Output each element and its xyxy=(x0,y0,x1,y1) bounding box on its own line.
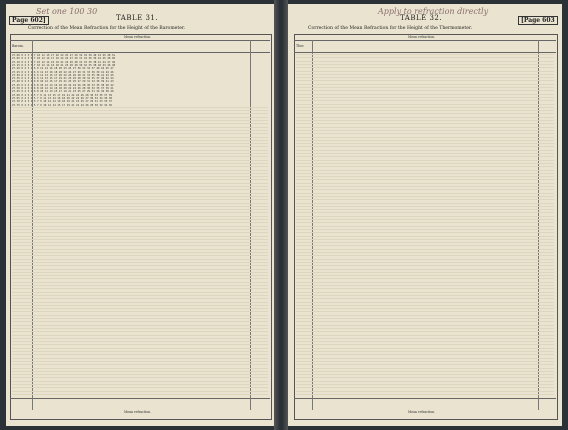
table-row-illegible xyxy=(296,104,554,105)
table-row-illegible xyxy=(12,199,268,200)
table-row-illegible xyxy=(296,298,554,299)
table-row-illegible xyxy=(12,364,268,365)
table-row-illegible xyxy=(296,156,554,157)
table-row-illegible xyxy=(12,302,268,303)
table-row-illegible xyxy=(296,239,554,240)
table-caption: Correction of the Mean Refraction for the Height of the Barometer. xyxy=(28,26,186,31)
table-row: 27.30 0 2 3 4 6 9 11 13 15 17 20 22 24 26 28 31 33 35 38 41 43 45 xyxy=(12,73,114,77)
table-row-illegible xyxy=(12,255,268,256)
table-row-illegible xyxy=(296,354,554,355)
table-row: 27.70 0 2 3 4 5 7 9 10 12 14 16 18 19 21 23 25 27 29 31 33 35 37 xyxy=(12,100,112,104)
table-row-illegible xyxy=(12,229,268,230)
table-row-illegible xyxy=(12,249,268,250)
table-row-illegible xyxy=(12,176,268,177)
table-row-illegible xyxy=(296,341,554,342)
table-row-illegible xyxy=(296,137,554,138)
table-row-illegible xyxy=(296,374,554,375)
table-row-illegible xyxy=(296,133,554,134)
table-row: 27.20 0 2 3 4 6 9 11 14 16 18 20 23 25 27 30 32 34 37 40 42 45 47 xyxy=(12,67,114,71)
header-group: Mean refraction. xyxy=(124,35,152,39)
table-row-illegible xyxy=(12,318,268,319)
table-row-illegible xyxy=(12,288,268,289)
table-row-illegible xyxy=(12,351,268,352)
table-row-illegible xyxy=(12,259,268,260)
table-row-illegible xyxy=(296,331,554,332)
table-row-illegible xyxy=(12,173,268,174)
table-row-illegible xyxy=(12,377,268,378)
table-row-illegible xyxy=(296,311,554,312)
header-group-right: Mean refraction. xyxy=(408,35,436,39)
table-row-illegible xyxy=(296,90,554,91)
table-row-illegible xyxy=(12,338,268,339)
table-row-illegible xyxy=(12,321,268,322)
table-row: 27.10 0 2 3 5 7 10 12 14 16 19 21 24 26 28 31 33 35 38 41 44 47 49 xyxy=(12,60,116,64)
table-row-illegible xyxy=(12,150,268,151)
table-row-illegible xyxy=(296,173,554,174)
table-row-illegible xyxy=(12,311,268,312)
table-row-illegible xyxy=(12,344,268,345)
table-row-illegible xyxy=(296,77,554,78)
table-row: 27.05 0 2 3 5 7 10 12 14 17 19 22 24 27 29 31 34 36 39 42 45 48 50 xyxy=(12,57,116,61)
table-row-illegible xyxy=(12,123,268,124)
table-row-illegible xyxy=(296,94,554,95)
table-row-illegible xyxy=(296,216,554,217)
table-caption-right: Correction of the Mean Refraction for the Height of the Thermometer. xyxy=(308,26,473,31)
right-page xyxy=(288,4,562,426)
table-row-illegible xyxy=(296,74,554,75)
table-row-illegible xyxy=(12,146,268,147)
table-row: 27.50 0 2 3 4 6 8 10 12 14 16 18 20 22 24 26 28 30 32 35 37 39 41 xyxy=(12,87,114,90)
table-row-illegible xyxy=(12,348,268,349)
table-row-illegible xyxy=(12,308,268,309)
table-row-illegible xyxy=(296,242,554,243)
table-row-illegible xyxy=(296,130,554,131)
table-row-illegible xyxy=(296,183,554,184)
table-row-illegible xyxy=(296,308,554,309)
table-row-illegible xyxy=(12,391,268,392)
table-row-illegible xyxy=(296,120,554,121)
table-row-illegible xyxy=(12,156,268,157)
table-row-illegible xyxy=(296,384,554,385)
table-row-illegible xyxy=(296,236,554,237)
table-row-illegible xyxy=(296,222,554,223)
table-row-illegible xyxy=(296,351,554,352)
table-row-illegible xyxy=(12,262,268,263)
left-page xyxy=(6,4,274,426)
table-row-illegible xyxy=(12,305,268,306)
table-row-illegible xyxy=(296,288,554,289)
table-row-illegible xyxy=(12,358,268,359)
table-number: TABLE 31. xyxy=(116,14,159,22)
table-row-illegible xyxy=(296,226,554,227)
table-row-illegible xyxy=(12,341,268,342)
table-row-illegible xyxy=(296,328,554,329)
table-row-illegible xyxy=(296,391,554,392)
table-row-illegible xyxy=(12,222,268,223)
table-row-illegible xyxy=(296,302,554,303)
table-row-illegible xyxy=(12,133,268,134)
table-row-illegible xyxy=(12,226,268,227)
table-row-illegible xyxy=(296,249,554,250)
table-row-illegible xyxy=(296,361,554,362)
table-row-illegible xyxy=(296,107,554,108)
table-row-illegible xyxy=(12,117,268,118)
table-row-illegible xyxy=(12,269,268,270)
table-row-illegible xyxy=(296,252,554,253)
table-row-illegible xyxy=(296,315,554,316)
table-row-illegible xyxy=(296,209,554,210)
table-row-illegible xyxy=(296,150,554,151)
table-row-illegible xyxy=(12,325,268,326)
table-row-illegible xyxy=(296,196,554,197)
table-row-illegible xyxy=(12,219,268,220)
table-row-illegible xyxy=(12,371,268,372)
table-row-illegible xyxy=(12,153,268,154)
table-row-illegible xyxy=(296,64,554,65)
table-row-illegible xyxy=(12,113,268,114)
table-row-illegible xyxy=(12,179,268,180)
table-row-illegible xyxy=(296,321,554,322)
table-row-illegible xyxy=(296,278,554,279)
table-row-illegible xyxy=(296,206,554,207)
table-row-illegible xyxy=(296,57,554,58)
table-row-illegible xyxy=(296,166,554,167)
table-row-illegible xyxy=(12,387,268,388)
table-row-illegible xyxy=(12,292,268,293)
table-row-illegible xyxy=(12,163,268,164)
handwritten-note-right: Apply to refraction directly xyxy=(378,7,489,16)
table-row-illegible xyxy=(12,328,268,329)
table-row-illegible xyxy=(296,262,554,263)
table-row-illegible xyxy=(12,272,268,273)
table-row-illegible xyxy=(296,84,554,85)
table-row-illegible xyxy=(296,338,554,339)
page-number-right: [Page 603 xyxy=(518,16,558,25)
table-row-illegible xyxy=(12,236,268,237)
table-row-illegible xyxy=(296,219,554,220)
table-row-illegible xyxy=(12,242,268,243)
table-row-illegible xyxy=(296,179,554,180)
table-row-illegible xyxy=(12,212,268,213)
table-row-illegible xyxy=(296,110,554,111)
table-row-illegible xyxy=(296,87,554,88)
table-row: 27.15 0 2 3 5 7 10 12 14 16 18 21 23 26 28 30 32 35 38 40 43 46 48 xyxy=(12,63,116,67)
table-row-illegible xyxy=(296,229,554,230)
table-row-illegible xyxy=(12,368,268,369)
table-row-illegible xyxy=(12,381,268,382)
table-row-illegible xyxy=(296,245,554,246)
table-row-illegible xyxy=(12,107,268,108)
table-row-illegible xyxy=(296,61,554,62)
table-row-illegible xyxy=(12,193,268,194)
table-row-illegible xyxy=(296,381,554,382)
table-row-illegible xyxy=(12,384,268,385)
table-row-illegible xyxy=(12,335,268,336)
table-row-illegible xyxy=(296,282,554,283)
table-row-illegible xyxy=(12,206,268,207)
table-row-illegible xyxy=(12,216,268,217)
table-row-illegible xyxy=(296,318,554,319)
table-row-illegible xyxy=(296,203,554,204)
table-number-right: TABLE 32. xyxy=(400,14,443,22)
table-row-illegible xyxy=(296,325,554,326)
footer-label-right: Mean refraction. xyxy=(408,410,436,414)
table-row-illegible xyxy=(296,71,554,72)
table-row-illegible xyxy=(296,67,554,68)
table-row-illegible xyxy=(296,186,554,187)
table-row-illegible xyxy=(296,153,554,154)
table-row-illegible xyxy=(12,120,268,121)
table-row-illegible xyxy=(12,127,268,128)
table-row-illegible xyxy=(296,305,554,306)
table-row-illegible xyxy=(12,315,268,316)
table-row-illegible xyxy=(296,97,554,98)
table-row-illegible xyxy=(296,80,554,81)
table-row-illegible xyxy=(296,255,554,256)
table-row-illegible xyxy=(296,160,554,161)
table-row-illegible xyxy=(296,176,554,177)
table-row: 27.60 0 2 3 4 5 7 9 11 13 15 17 19 21 22 24 26 28 30 33 35 37 39 xyxy=(12,93,112,97)
table-row-illegible xyxy=(12,298,268,299)
table-row-illegible xyxy=(12,140,268,141)
table-row-illegible xyxy=(12,143,268,144)
table-row-illegible xyxy=(12,186,268,187)
table-row-illegible xyxy=(12,245,268,246)
table-row-illegible xyxy=(296,143,554,144)
table-row-illegible xyxy=(296,371,554,372)
table-row-illegible xyxy=(296,199,554,200)
table-row-illegible xyxy=(296,292,554,293)
table-row: 27.45 0 2 3 4 6 8 10 12 14 16 18 20 22 24 26 28 30 33 35 38 40 42 xyxy=(12,83,114,87)
table-row: 27.00 0 2 3 5 7 10 12 15 17 20 22 25 27 29 32 34 36 40 43 45 48 51 xyxy=(12,54,116,57)
table-row-illegible xyxy=(296,272,554,273)
table-row-illegible xyxy=(296,275,554,276)
table-row-illegible xyxy=(296,113,554,114)
table-row-illegible xyxy=(12,232,268,233)
table-row-illegible xyxy=(296,265,554,266)
table-row-illegible xyxy=(296,269,554,270)
table-row-illegible xyxy=(12,295,268,296)
table-row-illegible xyxy=(12,196,268,197)
page-number: Page 602] xyxy=(9,16,49,25)
table-row-illegible xyxy=(12,137,268,138)
table-row-illegible xyxy=(12,275,268,276)
table-row-illegible xyxy=(296,232,554,233)
table-row-illegible xyxy=(12,265,268,266)
table-row-illegible xyxy=(12,394,268,395)
table-row-illegible xyxy=(296,377,554,378)
table-row-illegible xyxy=(296,387,554,388)
table-row-illegible xyxy=(12,203,268,204)
table-row-illegible xyxy=(296,163,554,164)
table-row-illegible xyxy=(12,166,268,167)
table-row-illegible xyxy=(296,123,554,124)
side-label: Barom. xyxy=(12,44,24,48)
table-row: 27.55 0 2 3 4 6 8 10 11 13 15 17 19 21 23 25 27 29 31 34 36 38 40 xyxy=(12,90,114,94)
table-row-illegible xyxy=(296,170,554,171)
table-row-illegible xyxy=(296,100,554,101)
table-row-illegible xyxy=(296,127,554,128)
table-row-illegible xyxy=(12,331,268,332)
table-row: 27.40 0 2 3 4 6 8 10 12 15 17 19 21 23 25 27 29 31 34 36 39 41 43 xyxy=(12,80,114,84)
book-gutter xyxy=(274,0,288,430)
table-row-illegible xyxy=(12,209,268,210)
table-row-illegible xyxy=(12,239,268,240)
table-row-illegible xyxy=(12,183,268,184)
table-row-illegible xyxy=(12,130,268,131)
table-row-illegible xyxy=(296,54,554,55)
table-row-illegible xyxy=(296,344,554,345)
table-row-illegible xyxy=(296,146,554,147)
table-row-illegible xyxy=(296,348,554,349)
table-row-illegible xyxy=(12,160,268,161)
table-row-illegible xyxy=(12,278,268,279)
table-row-illegible xyxy=(12,110,268,111)
table-grid-right xyxy=(294,34,558,420)
table-row-illegible xyxy=(296,259,554,260)
table-row-illegible xyxy=(296,335,554,336)
side-label-right: Ther. xyxy=(296,44,305,48)
table-row: 27.65 0 2 3 4 5 7 9 11 13 14 16 18 20 22 24 26 27 30 32 34 36 38 xyxy=(12,96,112,100)
table-row-illegible xyxy=(12,189,268,190)
table-row-illegible xyxy=(12,374,268,375)
table-row: 27.25 0 2 3 4 6 9 11 13 16 18 20 22 24 27 29 31 33 36 39 41 44 46 xyxy=(12,70,114,74)
table-row-illegible xyxy=(12,282,268,283)
table-row-illegible xyxy=(296,394,554,395)
table-row-illegible xyxy=(296,368,554,369)
table-row-illegible xyxy=(296,295,554,296)
table-row-illegible xyxy=(296,285,554,286)
table-row-illegible xyxy=(12,285,268,286)
table-row-illegible xyxy=(296,358,554,359)
table-row-illegible xyxy=(296,117,554,118)
table-row-illegible xyxy=(12,354,268,355)
table-row-illegible xyxy=(12,170,268,171)
table-row-illegible xyxy=(296,189,554,190)
footer-label: Mean refraction. xyxy=(124,410,152,414)
table-row: 27.35 0 2 3 4 6 9 11 13 15 17 19 21 23 25 28 30 32 35 37 40 42 44 xyxy=(12,77,114,81)
table-row-illegible xyxy=(296,364,554,365)
table-row-illegible xyxy=(296,212,554,213)
table-row-illegible xyxy=(12,252,268,253)
table-row-illegible xyxy=(296,140,554,141)
table-row-illegible xyxy=(296,193,554,194)
table-row-illegible xyxy=(12,361,268,362)
table-row: 27.75 0 2 3 4 5 7 9 10 12 14 15 17 19 21 22 24 26 28 30 32 34 36 xyxy=(12,103,112,107)
handwritten-note: Set one 100 30 xyxy=(36,7,98,16)
